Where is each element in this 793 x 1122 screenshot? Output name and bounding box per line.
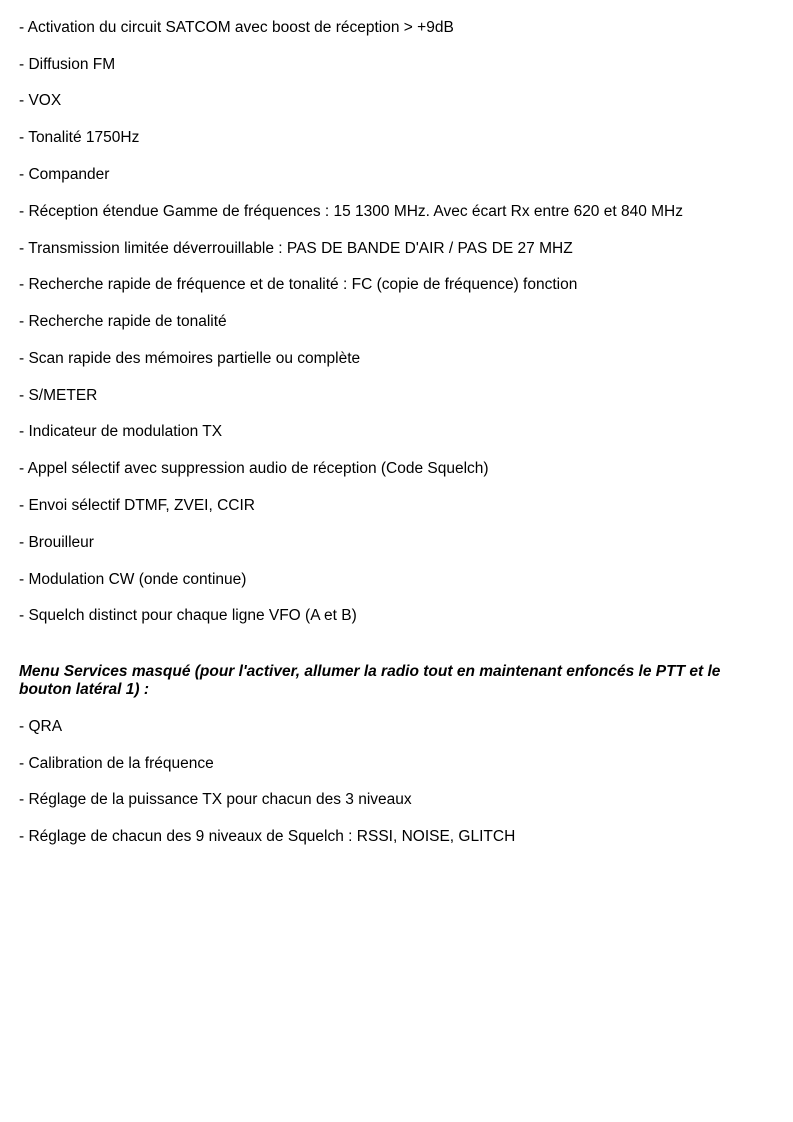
feature-line: - Compander — [19, 166, 110, 183]
feature-line: - Squelch distinct pour chaque ligne VFO (A et B) — [19, 607, 357, 624]
feature-line: - Indicateur de modulation TX — [19, 423, 223, 440]
feature-line: - Modulation CW (onde continue) — [19, 571, 247, 588]
feature-line: - Recherche rapide de fréquence et de tonalité : FC (copie de fréquence) fonction — [19, 276, 578, 293]
service-line: - Calibration de la fréquence — [19, 755, 214, 772]
feature-line: - Tonalité 1750Hz — [19, 129, 140, 146]
services-menu-heading: Menu Services masqué (pour l'activer, allumer la radio tout en maintenant enfoncés le PTT et le bouton latéral 1) : — [19, 663, 721, 698]
feature-line: - Transmission limitée déverrouillable : PAS DE BANDE D'AIR / PAS DE 27 MHZ — [19, 240, 573, 257]
feature-line: - Diffusion FM — [19, 56, 116, 73]
feature-line: - Activation du circuit SATCOM avec boost de réception > +9dB — [19, 19, 454, 36]
service-line: - QRA — [19, 718, 63, 735]
feature-line: - Brouilleur — [19, 534, 94, 551]
feature-line: - Recherche rapide de tonalité — [19, 313, 227, 330]
feature-line: - Réception étendue Gamme de fréquences : 15 1300 MHz. Avec écart Rx entre 620 et 840 MHz — [19, 203, 683, 220]
feature-line: - S/METER — [19, 387, 98, 404]
feature-line: - Scan rapide des mémoires partielle ou complète — [19, 350, 361, 367]
feature-line: - VOX — [19, 92, 62, 109]
feature-line: - Envoi sélectif DTMF, ZVEI, CCIR — [19, 497, 255, 514]
service-line: - Réglage de chacun des 9 niveaux de Squelch : RSSI, NOISE, GLITCH — [19, 828, 516, 845]
feature-line: - Appel sélectif avec suppression audio de réception (Code Squelch) — [19, 460, 489, 477]
service-line: - Réglage de la puissance TX pour chacun des 3 niveaux — [19, 791, 412, 808]
